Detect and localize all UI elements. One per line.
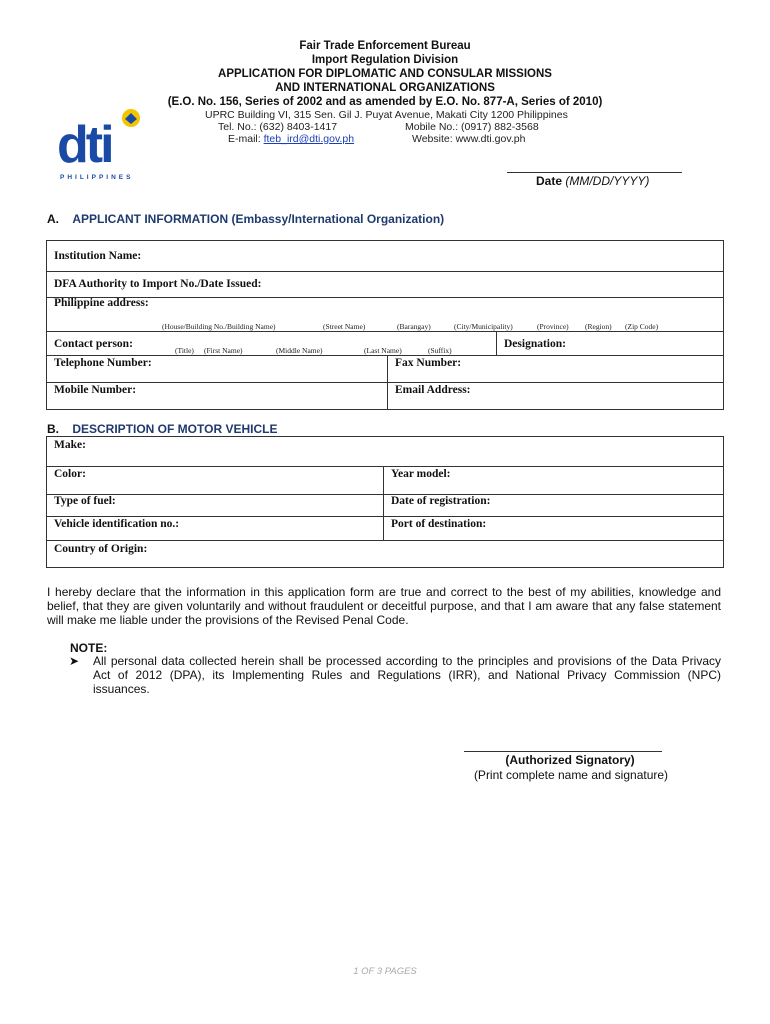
email-field[interactable]: Email Address:	[395, 384, 471, 396]
addr-house: (House/Building No./Building Name)	[162, 322, 276, 331]
name-suffix: (Suffix)	[428, 346, 452, 355]
header-title: APPLICATION FOR DIPLOMATIC AND CONSULAR MISSIONS	[218, 68, 552, 80]
registration-date-field[interactable]: Date of registration:	[391, 495, 491, 507]
telephone-field[interactable]: Telephone Number:	[54, 357, 152, 369]
page-number: 1 OF 3 PAGES	[353, 966, 417, 977]
logo-letters: dti	[57, 116, 112, 174]
section-b-heading	[47, 422, 277, 436]
section-a-title: APPLICANT INFORMATION (Embassy/International Organization)	[72, 212, 445, 226]
signatory-title: (Authorized Signatory)	[505, 753, 635, 767]
color-field[interactable]: Color:	[54, 468, 86, 480]
logo-country: PHILIPPINES	[60, 174, 134, 181]
institution-name-field[interactable]: Institution Name:	[54, 250, 142, 262]
date-line	[507, 172, 682, 173]
name-last: (Last Name)	[364, 346, 402, 355]
addr-province: (Province)	[537, 322, 569, 331]
port-field[interactable]: Port of destination:	[391, 518, 487, 530]
header-division: Import Regulation Division	[311, 54, 459, 66]
header-bureau: Fair Trade Enforcement Bureau	[299, 40, 471, 52]
applicant-table	[46, 240, 724, 410]
dti-logo	[55, 104, 145, 188]
section-b-letter: B.	[47, 422, 59, 436]
section-a-letter: A.	[47, 212, 59, 226]
fuel-type-field[interactable]: Type of fuel:	[54, 495, 116, 507]
country-origin-field[interactable]: Country of Origin:	[54, 543, 148, 555]
header-email	[228, 133, 354, 146]
signature-line	[464, 751, 662, 752]
email-link[interactable]: fteb_ird@dti.gov.ph	[263, 133, 355, 145]
date-word: Date	[536, 174, 563, 188]
header-legal-basis: (E.O. No. 156, Series of 2002 and as amended by E.O. No. 877-A, Series of 2010)	[167, 96, 603, 108]
make-field[interactable]: Make:	[54, 439, 86, 451]
addr-city: (City/Municipality)	[454, 322, 513, 331]
date-label	[536, 174, 649, 188]
header-address: UPRC Building VI, 315 Sen. Gil J. Puyat Avenue, Makati City 1200 Philippines	[205, 109, 568, 121]
vehicle-table	[46, 436, 724, 568]
vin-field[interactable]: Vehicle identification no.:	[54, 518, 180, 530]
email-label: E-mail:	[228, 133, 261, 145]
designation-field[interactable]: Designation:	[504, 338, 566, 350]
dfa-authority-field[interactable]: DFA Authority to Import No./Date Issued:	[54, 278, 262, 290]
addr-region: (Region)	[585, 322, 612, 331]
addr-zip: (Zip Code)	[625, 322, 659, 331]
note-bullet-icon: ➤	[69, 654, 80, 668]
philippine-address-field[interactable]: Philippine address:	[54, 297, 149, 309]
contact-person-field[interactable]: Contact person:	[54, 338, 133, 350]
declaration-text: I hereby declare that the information in this application form are true and correct to the best of my abilities, knowledge and belief, that they are given voluntarily and without fraudulent or deceitful purpose, and that I am aware that any false statement will make me liable under the provisions of the Revised Penal Code.	[47, 585, 721, 627]
section-a-heading	[47, 212, 444, 226]
header-tel: Tel. No.: (632) 8403-1417	[218, 121, 338, 133]
header-title-2: AND INTERNATIONAL ORGANIZATIONS	[275, 82, 495, 94]
header-website: Website: www.dti.gov.ph	[412, 133, 526, 145]
signatory-caption: (Print complete name and signature)	[473, 768, 669, 782]
section-b-title: DESCRIPTION OF MOTOR VEHICLE	[72, 422, 278, 436]
name-middle: (Middle Name)	[276, 346, 323, 355]
header-mobile: Mobile No.: (0917) 882-3568	[405, 121, 539, 133]
name-first: (First Name)	[204, 346, 243, 355]
name-title: (Title)	[175, 346, 194, 355]
year-model-field[interactable]: Year model:	[391, 468, 451, 480]
note-item: All personal data collected herein shall be processed according to the principles and provisions of the Data Privacy Act of 2012 (DPA), its Implementing Rules and Regulations (IRR), and National Privacy Commission (NPC) issuances.	[93, 654, 721, 696]
date-format: (MM/DD/YYYY)	[565, 174, 650, 188]
addr-barangay: (Barangay)	[397, 322, 431, 331]
addr-street: (Street Name)	[323, 322, 366, 331]
mobile-field[interactable]: Mobile Number:	[54, 384, 137, 396]
fax-field[interactable]: Fax Number:	[395, 357, 462, 369]
note-title: NOTE:	[70, 641, 108, 655]
